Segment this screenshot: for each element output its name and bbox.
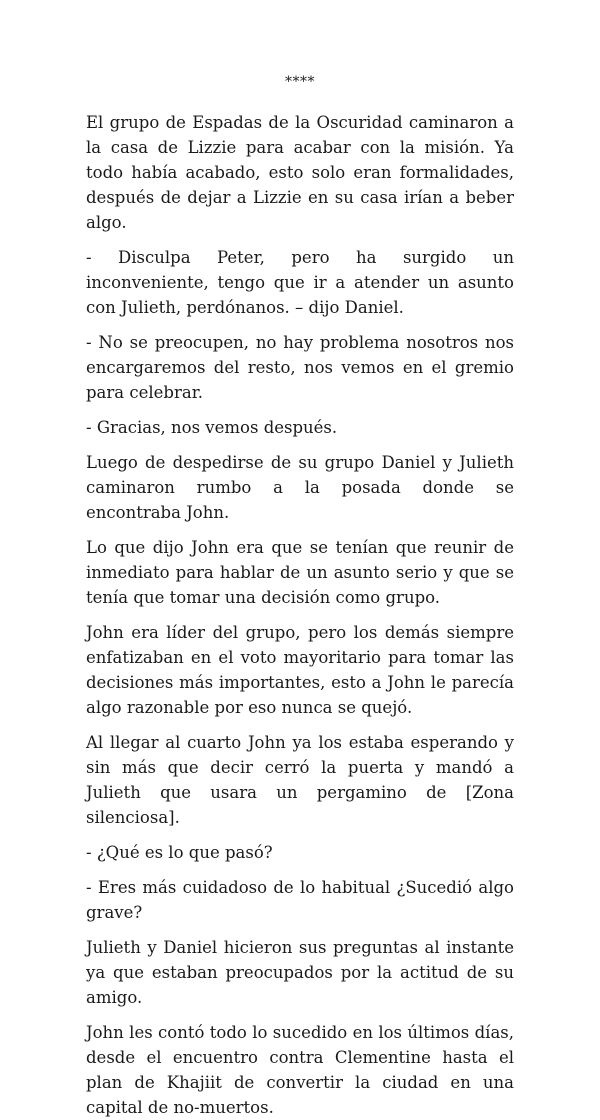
paragraph-6: Lo que dijo John era que se tenían que reunir de inmediato para hablar de un asunto serio y que se tenía que tomar una decisión como grupo.: [86, 538, 514, 607]
paragraph-2: - Disculpa Peter, pero ha surgido un inconveniente, tengo que ir a atender un asunto con Julieth, perdónanos. – dijo Daniel.: [86, 248, 514, 317]
paragraph-8: Al llegar al cuarto John ya los estaba esperando y sin más que decir cerró la puerta y mandó a Julieth que usara un pergamino de [Zona silenciosa].: [86, 733, 514, 827]
paragraph-10: - Eres más cuidadoso de lo habitual ¿Sucedió algo grave?: [86, 878, 514, 922]
paragraph-1: El grupo de Espadas de la Oscuridad caminaron a la casa de Lizzie para acabar con la misión. Ya todo había acabado, esto solo eran formalidades, después de dejar a Lizzie en su casa irían a beber algo.: [86, 113, 514, 232]
paragraph-3: - No se preocupen, no hay problema nosotros nos encargaremos del resto, nos vemos en el gremio para celebrar.: [86, 333, 514, 402]
paragraph-9: - ¿Qué es lo que pasó?: [86, 843, 273, 862]
paragraph-4: - Gracias, nos vemos después.: [86, 418, 338, 437]
paragraph-7: John era líder del grupo, pero los demás siempre enfatizaban en el voto mayoritario para tomar las decisiones más importantes, esto a John le parecía algo razonable por eso nunca se quejó.: [86, 623, 514, 717]
scene-separator: ****: [285, 74, 315, 90]
paragraph-5: Luego de despedirse de su grupo Daniel y Julieth caminaron rumbo a la posada donde se encontraba John.: [86, 453, 514, 522]
paragraph-11: Julieth y Daniel hicieron sus preguntas al instante ya que estaban preocupados por la actitud de su amigo.: [86, 938, 514, 1007]
paragraph-12: John les contó todo lo sucedido en los últimos días, desde el encuentro contra Clementine hasta el plan de Khajiit de convertir la ciudad en una capital de no-muertos.: [86, 1023, 514, 1117]
